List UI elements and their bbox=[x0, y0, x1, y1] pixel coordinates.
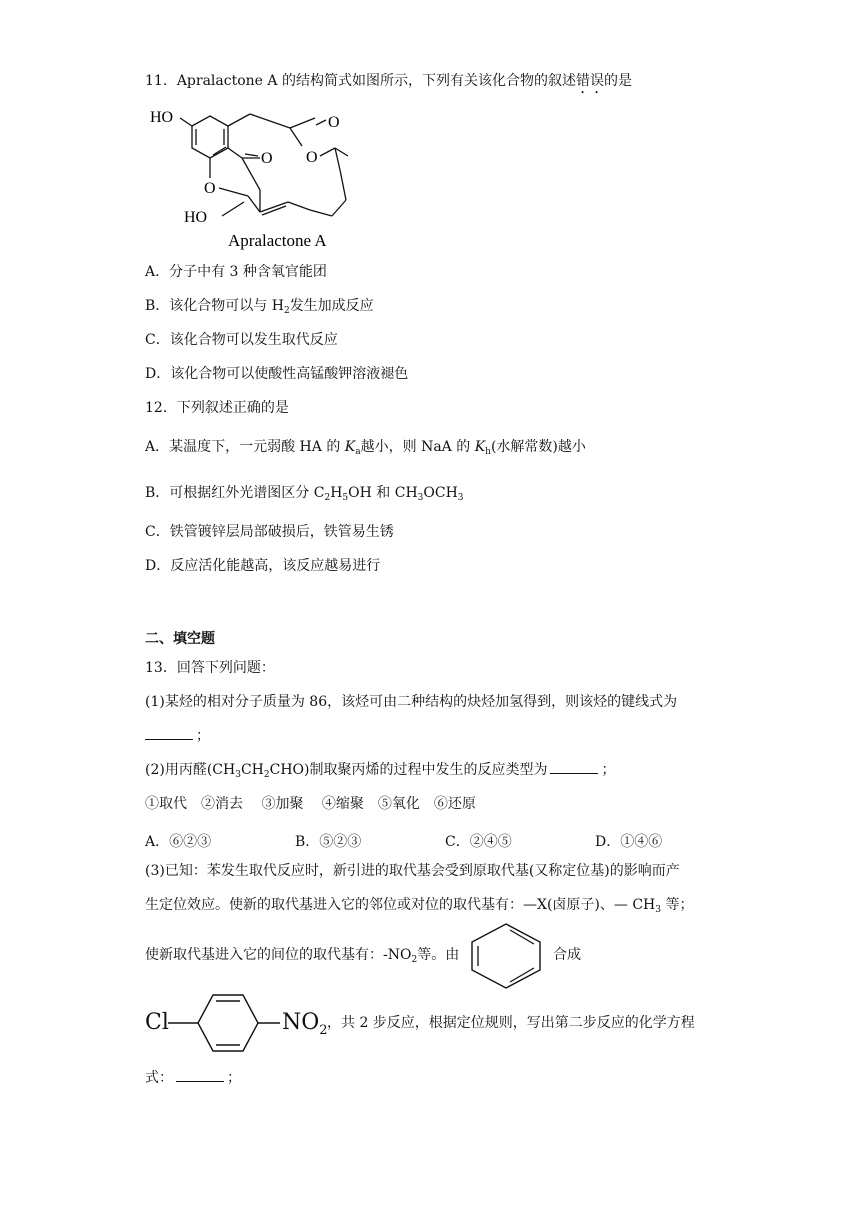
target-no2-label: $NO_2$ bbox=[282, 1010, 328, 1038]
q12-option-a: A．某温度下，一元弱酸 HA 的 $K_a$越小，则 NaA 的 $K_h$(水解常数)越小 bbox=[145, 439, 586, 457]
q13-part3-line3: 使新取代基进入它的间位的取代基有：$-NO_2$等。由 bbox=[145, 947, 460, 965]
label-ho-top: HO bbox=[150, 109, 174, 126]
q13-part1-blank: ； bbox=[145, 729, 210, 743]
q13-option-d: D．①④⑥ bbox=[595, 834, 663, 850]
q13-part1: (1)某烃的相对分子质量为 86，该烃可由二种结构的炔烃加氢得到，则该烃的键线式为 bbox=[145, 694, 678, 710]
label-ho-bottom: HO bbox=[184, 209, 208, 226]
target-cl-label: Cl bbox=[145, 1010, 169, 1035]
q12-option-b: B．可根据红外光谱图区分 $C_2H_5OH$ 和 $CH_3OCH_3$ bbox=[145, 485, 464, 503]
q13-part3-synthesis: 合成 bbox=[553, 947, 581, 963]
q13-part3-line4: ，共 2 步反应，根据定位规则，写出第二步反应的化学方程 bbox=[327, 1015, 695, 1031]
emphasis-wrong: 错误 bbox=[575, 73, 604, 89]
q13-part3-line2: 生定位效应。使新的取代基进入它的邻位或对位的取代基有：—X(卤原子)、— $CH_3$ 等； bbox=[145, 897, 694, 915]
reaction-types: ①取代 ②消去 ③加聚 ④缩聚 ⑤氧化 ⑥还原 bbox=[145, 796, 476, 812]
q11-stem: 11．Apralactone A 的结构简式如图所示，下列有关该化合物的叙述错误的是 bbox=[145, 73, 632, 89]
q13-part3-line5: 式： ； bbox=[145, 1070, 241, 1086]
structure-caption: Apralactone A bbox=[228, 231, 327, 250]
q13-option-b: B．⑤②③ bbox=[295, 834, 362, 850]
q11-option-a: A．分子中有 3 种含氧官能团 bbox=[145, 264, 327, 280]
q12-option-c: C．铁管镀锌层局部破损后，铁管易生锈 bbox=[145, 524, 394, 540]
q12-option-d: D．反应活化能越高，该反应越易进行 bbox=[145, 558, 381, 574]
q11-option-c: C．该化合物可以发生取代反应 bbox=[145, 332, 338, 348]
q13-part2: (2)用丙醛$(CH_3CH_2CHO)$制取聚丙烯的过程中发生的反应类型为 ； bbox=[145, 762, 616, 780]
label-o-ester: O bbox=[306, 149, 318, 166]
q13-option-c: C．②④⑤ bbox=[445, 834, 512, 850]
q13-part3-line1: (3)已知：苯发生取代反应时，新引进的取代基会受到原取代基(又称定位基)的影响而产 bbox=[145, 863, 680, 879]
q13-stem: 13．回答下列问题： bbox=[145, 660, 275, 676]
label-o-ketone: O bbox=[261, 150, 273, 167]
label-o-ring: O bbox=[204, 180, 216, 197]
apralactone-structure bbox=[140, 100, 380, 255]
label-o-ester-carbonyl: O bbox=[328, 114, 340, 131]
q11-option-d: D．该化合物可以使酸性高锰酸钾溶液褪色 bbox=[145, 366, 409, 382]
section-title: 二、填空题 bbox=[145, 631, 215, 647]
q12-stem: 12．下列叙述正确的是 bbox=[145, 400, 289, 416]
benzene-icon bbox=[466, 920, 546, 992]
chloronitrobenzene-structure bbox=[168, 985, 288, 1063]
q13-options bbox=[0, 831, 860, 851]
q11-option-b: B．该化合物可以与 $H_2$发生加成反应 bbox=[145, 298, 374, 316]
q13-option-a: A．⑥②③ bbox=[145, 834, 212, 850]
